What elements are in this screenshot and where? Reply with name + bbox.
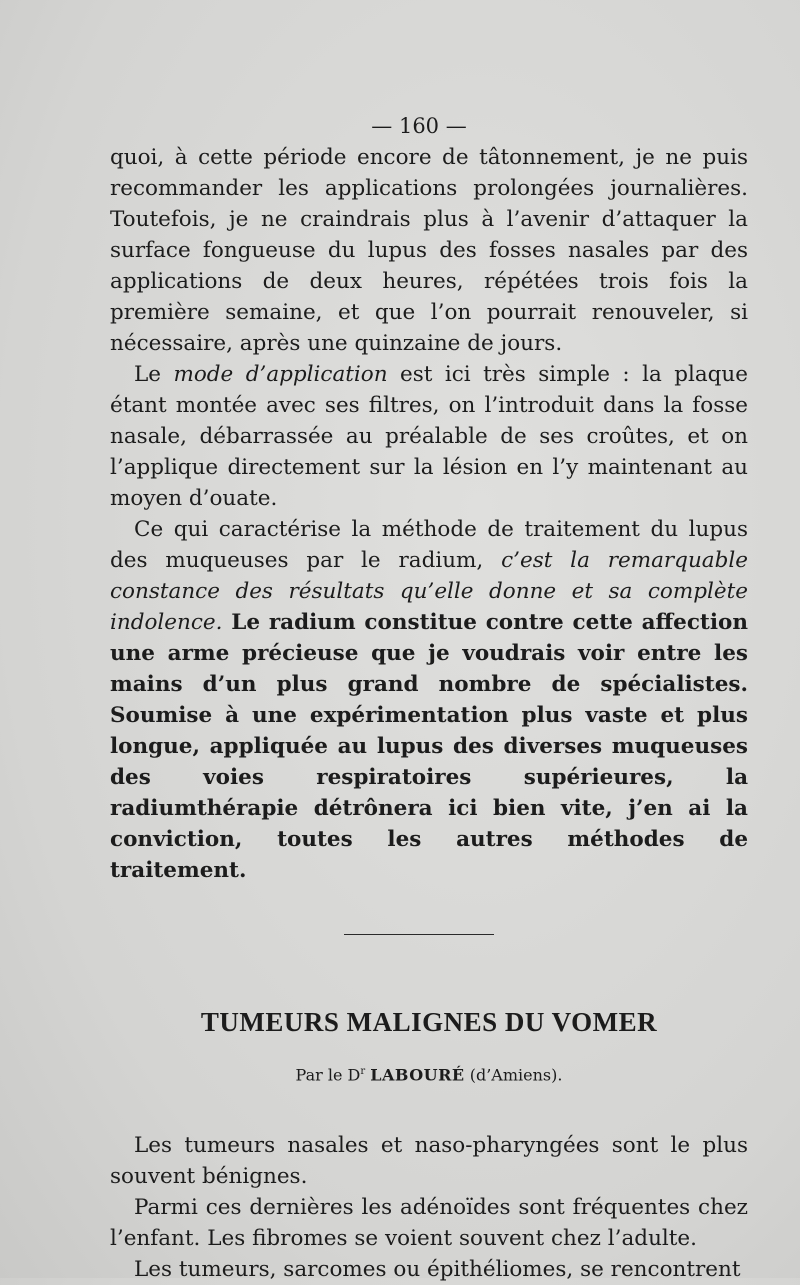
continuation-paragraph: quoi, à cette période encore de tâtonnement, je ne puis recommander les applications prolongées journalières. Toutefois, je ne craindrais plus à l’avenir d’attaquer la surface fongueuse du lupus des fosses nasales par des applications de deux heures, répétées trois fois la première semaine, et que l’on pourrait renouveler, si nécessaire, après une quinzaine de jours.: [110, 145, 748, 356]
page-number: — 160 —: [371, 114, 467, 138]
byline-suffix: (d’Amiens).: [464, 1065, 563, 1085]
conclusion-bold-text: Le radium constitue contre cette affection une arme précieuse que je voudrais voir entre les mains d’un plus grand nombre de spécialistes. Soumise à une expérimentation plus vaste et plus longue, appliquée au lupus des diverses muqueuses des voies respiratoires supérieures, la radiumthérapie détrônera ici bien vite, j’en ai la conviction, toutes les autres méthodes de traitement.: [110, 610, 748, 883]
conclusion-paragraph: [110, 514, 748, 886]
mode-application-paragraph: [110, 359, 748, 514]
article-paragraph: Parmi ces dernières les adénoïdes sont fréquentes chez l’enfant. Les fibromes se voient souvent chez l’adulte.: [110, 1195, 748, 1252]
article-byline: [110, 1061, 748, 1086]
byline-prefix: Par le D: [295, 1065, 361, 1085]
article-paragraph: Les tumeurs, sarcomes ou épithéliomes, se rencontrent: [134, 1257, 741, 1283]
section-divider: [344, 934, 494, 935]
mode-italic-text: mode d’application: [173, 362, 388, 387]
article-paragraph: Les tumeurs nasales et naso-pharyngées sont le plus souvent bénignes.: [110, 1133, 748, 1190]
conclusion-italic-text: c’est la remarquable constance des résultats qu’elle donne et sa complète indolence.: [110, 548, 748, 635]
mode-lead-text: Le: [134, 362, 174, 387]
article-title: TUMEURS MALIGNES DU VOMER: [200, 1007, 658, 1037]
article-body: [110, 1130, 748, 1285]
mode-rest-text: est ici très simple : la plaque étant montée avec ses filtres, on l’introduit dans la fosse nasale, débarrassée au préalable de ses croûtes, et on l’applique directement sur la lésion en l’y maintenant au moyen d’ouate.: [110, 362, 749, 511]
byline-superscript: r: [360, 1066, 366, 1077]
author-name: LABOURÉ: [370, 1065, 465, 1085]
book-page: [110, 112, 748, 1285]
conclusion-lead-text: Ce qui caractérise la méthode de traitement du lupus des muqueuses par le radium,: [110, 517, 748, 573]
